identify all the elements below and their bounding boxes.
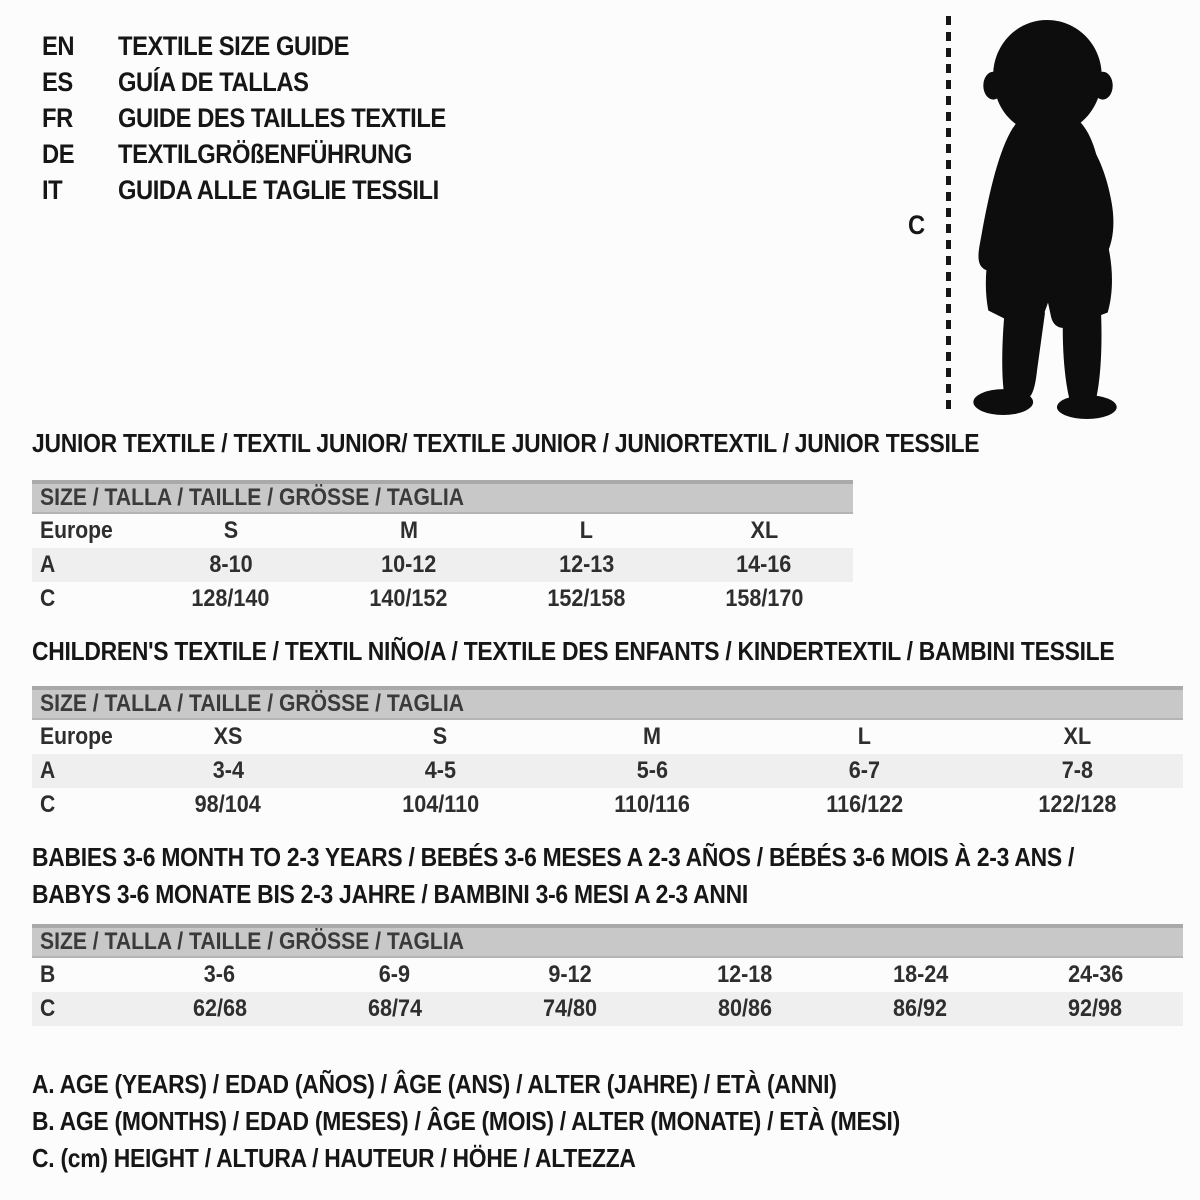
lang-code: [42, 31, 118, 62]
measurement-legend: [32, 1066, 1018, 1177]
lang-title: [118, 67, 491, 98]
cell-text: 92/98: [1068, 995, 1123, 1022]
table-cell: [1008, 961, 1183, 989]
lang-code-text: DE: [42, 138, 75, 169]
cell-text: 86/92: [893, 995, 948, 1022]
cell-text: L: [858, 723, 872, 750]
lang-code: [42, 103, 118, 134]
table-cell: [498, 585, 676, 613]
cell-text: 62/68: [192, 995, 247, 1022]
table-row-height: [32, 992, 1183, 1026]
babies-title2-text: BABYS 3-6 MONATE BIS 2-3 JAHRE / BAMBINI 3-6 MESI A 2-3 ANNI: [32, 879, 749, 909]
legend-c-text: C. (cm) HEIGHT / ALTURA / HAUTEUR / HÖHE / ALTEZZA: [32, 1143, 636, 1173]
table-cell: [307, 995, 482, 1023]
table-cell: [971, 723, 1183, 751]
lang-title: [118, 31, 491, 62]
table-cell: [971, 757, 1183, 785]
cell-text: 9-12: [548, 961, 592, 988]
table-cell: [482, 995, 657, 1023]
cell-text: 7-8: [1061, 757, 1093, 784]
lang-code-text: FR: [42, 102, 73, 133]
lang-code: [42, 175, 118, 206]
cell-text: 158/170: [725, 585, 804, 612]
table-cell: [334, 791, 546, 819]
junior-table-header: [32, 480, 853, 514]
table-cell: [833, 961, 1008, 989]
cell-text: 5-6: [636, 757, 669, 784]
table-cell: [320, 551, 498, 579]
row-label-text: C: [40, 585, 56, 612]
row-label-text: C: [40, 995, 56, 1022]
size-header-text: SIZE / TALLA / TAILLE / GRÖSSE / TAGLIA: [40, 690, 464, 717]
cell-text: M: [399, 517, 418, 544]
row-label: [32, 585, 142, 613]
cell-text: 24-36: [1067, 961, 1124, 988]
lang-code: [42, 139, 118, 170]
row-label-text: A: [40, 551, 56, 578]
babies-section-title-line2: [32, 879, 846, 910]
lang-title-text: GUÍA DE TALLAS: [118, 66, 309, 97]
lang-code-text: IT: [42, 174, 63, 205]
babies-title-text: BABIES 3-6 MONTH TO 2-3 YEARS / BEBÉS 3-6 MESES A 2-3 AÑOS / BÉBÉS 3-6 MOIS À 2-3 ANS /: [32, 842, 1075, 872]
lang-title: [118, 175, 491, 206]
cell-text: 110/116: [614, 791, 691, 818]
cell-text: 18-24: [892, 961, 948, 988]
legend-line-b: [32, 1103, 1018, 1140]
row-label: [32, 551, 142, 579]
lang-code: [42, 67, 118, 98]
table-cell: [334, 757, 546, 785]
babies-size-table: [32, 924, 1183, 1026]
row-label-text: Europe: [40, 723, 113, 750]
cell-text: 122/128: [1037, 791, 1116, 818]
table-cell: [658, 961, 833, 989]
table-row-europe: [32, 720, 1183, 754]
row-label-text: B: [40, 961, 56, 988]
row-label: [32, 995, 132, 1023]
table-cell: [759, 723, 971, 751]
row-label: [32, 517, 142, 545]
table-cell: [122, 791, 334, 819]
table-row-europe: [32, 514, 853, 548]
table-cell: [142, 585, 320, 613]
legend-line-c: [32, 1140, 1018, 1177]
lang-row-it: [42, 172, 491, 208]
legend-b-text: B. AGE (MONTHS) / EDAD (MESES) / ÂGE (MOIS) / ALTER (MONATE) / ETÀ (MESI): [32, 1106, 900, 1136]
lang-title-text: TEXTILE SIZE GUIDE: [118, 30, 350, 61]
row-label: [32, 961, 132, 989]
cell-text: 140/152: [369, 585, 448, 612]
toddler-silhouette-icon: [954, 12, 1146, 420]
cell-text: 8-10: [209, 551, 253, 578]
table-cell: [122, 723, 334, 751]
babies-section-title-line1: [32, 842, 1200, 873]
cell-text: 12-13: [558, 551, 614, 578]
table-row-age: [32, 754, 1183, 788]
table-cell: [482, 961, 657, 989]
size-header-text: SIZE / TALLA / TAILLE / GRÖSSE / TAGLIA: [40, 484, 464, 511]
table-row-height: [32, 582, 853, 616]
table-cell: [142, 517, 320, 545]
cell-text: 68/74: [367, 995, 422, 1022]
table-cell: [320, 517, 498, 545]
language-title-block: [42, 28, 491, 208]
cell-text: 152/158: [547, 585, 626, 612]
row-label: [32, 757, 122, 785]
table-cell: [1008, 995, 1183, 1023]
lang-code-text: EN: [42, 30, 75, 61]
cell-text: 74/80: [542, 995, 597, 1022]
cell-text: 3-6: [203, 961, 236, 988]
legend-a-text: A. AGE (YEARS) / EDAD (AÑOS) / ÂGE (ANS) / ALTER (JAHRE) / ETÀ (ANNI): [32, 1069, 837, 1099]
size-header-text: SIZE / TALLA / TAILLE / GRÖSSE / TAGLIA: [40, 928, 464, 955]
cell-text: 80/86: [718, 995, 773, 1022]
cell-text: S: [223, 517, 239, 544]
lang-row-en: [42, 28, 491, 64]
lang-title-text: GUIDA ALLE TAGLIE TESSILI: [118, 174, 439, 205]
cell-text: 104/110: [401, 791, 479, 818]
cell-text: 98/104: [195, 791, 262, 818]
children-title-text: CHILDREN'S TEXTILE / TEXTIL NIÑO/A / TEXTILE DES ENFANTS / KINDERTEXTIL / BAMBINI TESSILE: [32, 636, 1115, 666]
cell-text: 3-4: [212, 757, 244, 784]
legend-line-a: [32, 1066, 1018, 1103]
cell-text: S: [433, 723, 448, 750]
height-measure-line: [946, 16, 951, 414]
table-row-age-months: [32, 958, 1183, 992]
row-label: [32, 791, 122, 819]
lang-row-de: [42, 136, 491, 172]
cell-text: 10-12: [380, 551, 437, 578]
table-cell: [759, 791, 971, 819]
cell-text: 12-18: [717, 961, 773, 988]
table-cell: [307, 961, 482, 989]
lang-title: [118, 103, 491, 134]
lang-title: [118, 139, 491, 170]
cell-text: XL: [750, 517, 778, 544]
cell-text: 4-5: [424, 757, 456, 784]
cell-text: 128/140: [191, 585, 270, 612]
lang-row-es: [42, 64, 491, 100]
table-row-age: [32, 548, 853, 582]
table-cell: [498, 517, 676, 545]
table-cell: [833, 995, 1008, 1023]
cell-text: XL: [1063, 723, 1091, 750]
cell-text: 14-16: [736, 551, 792, 578]
cell-text: M: [643, 723, 662, 750]
row-label-text: A: [40, 757, 56, 784]
table-cell: [546, 757, 758, 785]
cell-text: L: [579, 517, 593, 544]
junior-size-table: [32, 480, 853, 616]
cell-text: 6-7: [849, 757, 881, 784]
table-cell: [675, 551, 853, 579]
table-cell: [675, 517, 853, 545]
children-table-header: [32, 686, 1183, 720]
table-cell: [132, 961, 307, 989]
lang-title-text: TEXTILGRÖßENFÜHRUNG: [118, 138, 412, 169]
lang-title-text: GUIDE DES TAILLES TEXTILE: [118, 102, 446, 133]
table-cell: [320, 585, 498, 613]
height-measure-label: [908, 210, 928, 241]
row-label-text: C: [40, 791, 56, 818]
table-cell: [334, 723, 546, 751]
table-cell: [675, 585, 853, 613]
table-cell: [546, 791, 758, 819]
table-cell: [132, 995, 307, 1023]
cell-text: 6-9: [379, 961, 411, 988]
table-cell: [759, 757, 971, 785]
table-cell: [142, 551, 320, 579]
table-cell: [122, 757, 334, 785]
table-cell: [971, 791, 1183, 819]
table-cell: [498, 551, 676, 579]
babies-table-header: [32, 924, 1183, 958]
lang-code-text: ES: [42, 66, 73, 97]
children-size-table: [32, 686, 1183, 822]
table-cell: [658, 995, 833, 1023]
measure-label-text: C: [908, 210, 926, 240]
junior-title-text: JUNIOR TEXTILE / TEXTIL JUNIOR/ TEXTILE JUNIOR / JUNIORTEXTIL / JUNIOR TESSILE: [32, 428, 980, 458]
cell-text: XS: [213, 723, 243, 750]
children-section-title: [32, 636, 1200, 667]
row-label-text: Europe: [40, 517, 113, 544]
junior-section-title: [32, 428, 1108, 459]
cell-text: 116/122: [826, 791, 904, 818]
row-label: [32, 723, 122, 751]
lang-row-fr: [42, 100, 491, 136]
table-cell: [546, 723, 758, 751]
table-row-height: [32, 788, 1183, 822]
